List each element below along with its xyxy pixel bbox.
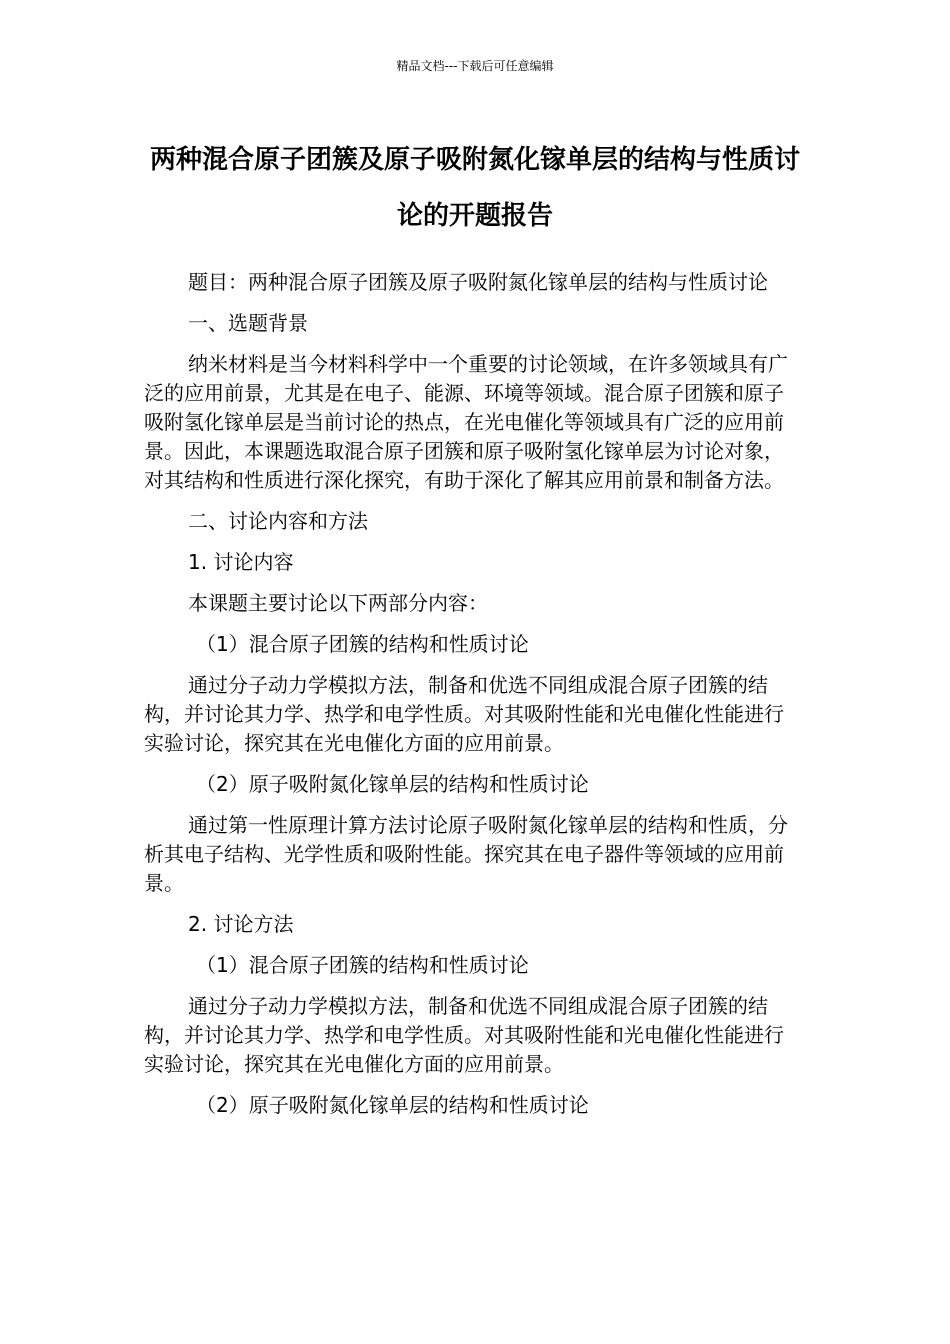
subsection-heading-methods: 2. 讨论方法 [188,912,294,936]
topic-line: 题目：两种混合原子团簇及原子吸附氮化镓单层的结构与性质讨论 [188,270,768,294]
section-heading-background: 一、选题背景 [188,311,308,335]
section-heading-content-methods: 二、讨论内容和方法 [188,509,368,533]
method-item-1-paragraph: 通过分子动力学模拟方法，制备和优选不同组成混合原子团簇的结构，并讨论其力学、热学和电学性质。对其吸附性能和光电催化性能进行实验讨论，探究其在光电催化方面的应用前景。 [144,994,784,1076]
background-paragraph: 纳米材料是当今材料科学中一个重要的讨论领域，在许多领域具有广泛的应用前景，尤其是在电子、能源、环境等领域。混合原子团簇和原子吸附氢化镓单层是当前讨论的热点，在光电催化等领域具有广泛的应用前景。因此，本课题选取混合原子团簇和原子吸附氢化镓单层为讨论对象，对其结构和性质进行深化探究，有助于深化了解其应用前景和制备方法。 [144,352,788,492]
page-header: 精品文档---下载后可任意编辑 [396,59,554,73]
content-intro: 本课题主要讨论以下两部分内容： [188,591,488,615]
document-title: 两种混合原子团簇及原子吸附氮化镓单层的结构与性质讨论的开题报告 [149,145,800,231]
method-item-2-heading: （2）原子吸附氮化镓单层的结构和性质讨论 [196,1093,589,1117]
content-item-2-heading: （2）原子吸附氮化镓单层的结构和性质讨论 [196,772,589,796]
method-item-1-heading: （1）混合原子团簇的结构和性质讨论 [196,953,529,977]
content-item-2-paragraph: 通过第一性原理计算方法讨论原子吸附氮化镓单层的结构和性质，分析其电子结构、光学性质和吸附性能。探究其在电子器件等领域的应用前景。 [144,813,788,895]
content-item-1-heading: （1）混合原子团簇的结构和性质讨论 [196,632,529,656]
subsection-heading-content: 1. 讨论内容 [188,550,294,574]
document-body [144,268,794,1132]
content-item-1-paragraph: 通过分子动力学模拟方法，制备和优选不同组成混合原子团簇的结构，并讨论其力学、热学和电学性质。对其吸附性能和光电催化性能进行实验讨论，探究其在光电催化方面的应用前景。 [144,673,784,755]
